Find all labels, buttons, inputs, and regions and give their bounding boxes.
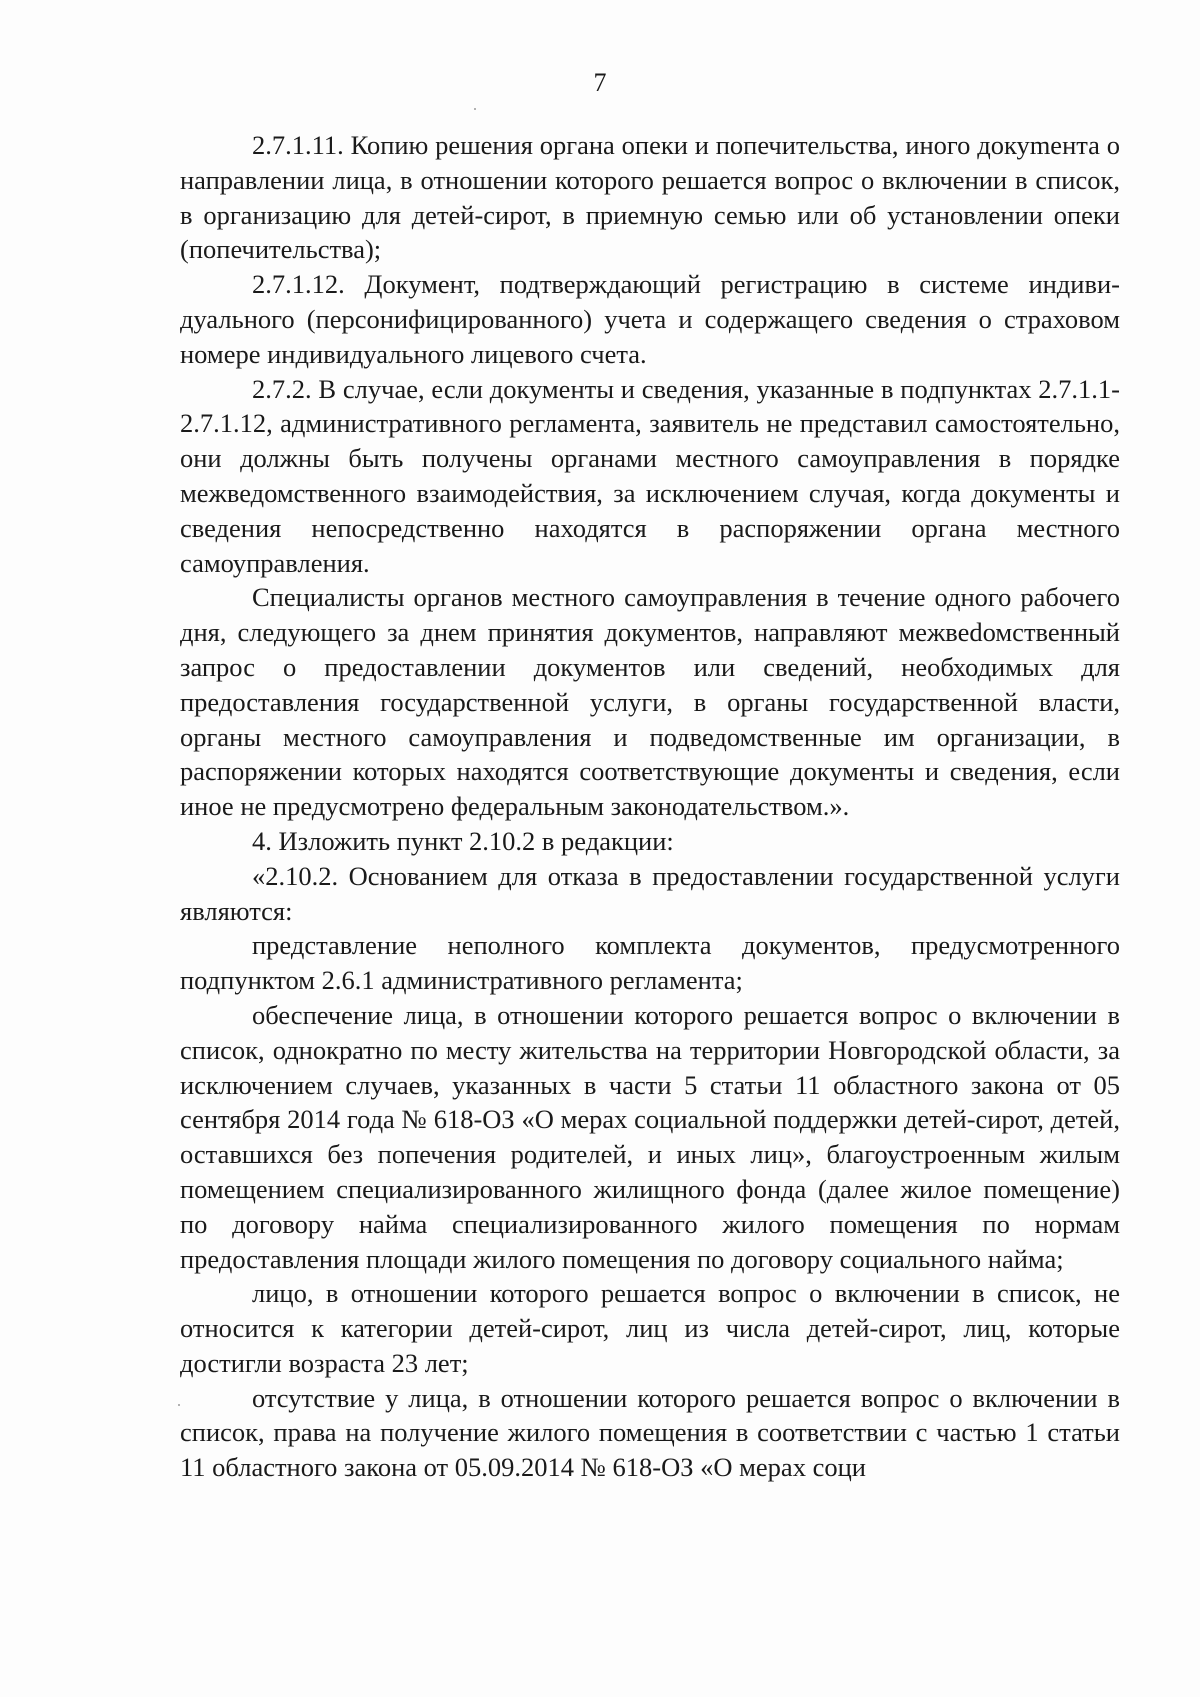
paragraph-refusal-no-right: отсутствие у лица, в отношении которого решается вопрос о включении в список, права на получение жилого помещения в соответствии с частью 1 статьи 11 областного закона от 05.09.2014 № 618-ОЗ «О мерах соци: [180, 1382, 1120, 1483]
paragraph-specialists: Специалисты органов местного самоуправления в течение одного рабочего дня, следующего за днем принятия документов, направляют межвеdомственный запрос о предоставлении документов или сведений, необходимых для предоставления государственной услуги, в органы государственной власти, органы местного самоуправления и подведомственные им организации, в распоряжении которых находятся соответствующие документы и сведения, если иное не предусмотрено федеральным законодательством.».: [180, 582, 1120, 822]
paragraph-2-10-2: «2.10.2. Основанием для отказа в предоставлении государственной услуги являются:: [180, 860, 1120, 926]
paragraph-refusal-already-provided: обеспечение лица, в отношении которого решается вопрос о включении в список, однократно по месту жительства на территории Новгородской области, за исключением случаев, указанных в части 5 статьи 11 областного закона от 05 сентября 2014 года № 618-ОЗ «О мерах социальной поддержки детей-сирот, детей, оставшихся без попечения родителей, и иных лиц», благоустроенным жилым помещением специализированного жилищного фонда (далее жилое помещение) по договору найма специализированного жилого помещения по нормам предоставления площади жилого помещения по договору социального найма;: [180, 999, 1120, 1274]
paragraph-item-4: 4. Изложить пункт 2.10.2 в редакции:: [252, 825, 674, 856]
paragraph-2-7-1-12: 2.7.1.12. Документ, подтверждающий регистрацию в системе индивидуального (персонифицированного) учета и содержащего сведения о страховом номере индивидуального лицевого счета.: [180, 269, 1120, 369]
paragraph-refusal-incomplete-docs: представление неполного комплекта документов, предусмотренного подпунктом 2.6.1 административного регламента;: [180, 930, 1120, 996]
paragraph-2-7-1-11: 2.7.1.11. Копию решения органа опеки и попечительства, иного докуmента о направлении лица, в отношении которого решается вопрос о включении в список, в организацию для детей-сирот, в приемную семью или об установлении опеки (попечительства);: [180, 130, 1120, 265]
paragraph-2-7-2: 2.7.2. В случае, если документы и сведения, указанные в подпунктах 2.7.1.1-2.7.1.12, административного регламента, заявитель не представил самостоятельно, они должны быть получены органами местного самоуправления в порядке межведомственного взаимодействия, за исключением случая, когда документы и сведения непосредственно находятся в распоряжении органа местного самоуправления.: [180, 373, 1120, 578]
scan-speck: [474, 108, 476, 110]
paragraph-refusal-category: лицо, в отношении которого решается вопрос о включении в список, не относится к категории детей-сирот, лиц из числа детей-сирот, лиц, которые достигли возраста 23 лет;: [180, 1278, 1120, 1378]
page-number: 7: [593, 68, 607, 97]
document-body: [180, 128, 1120, 1485]
